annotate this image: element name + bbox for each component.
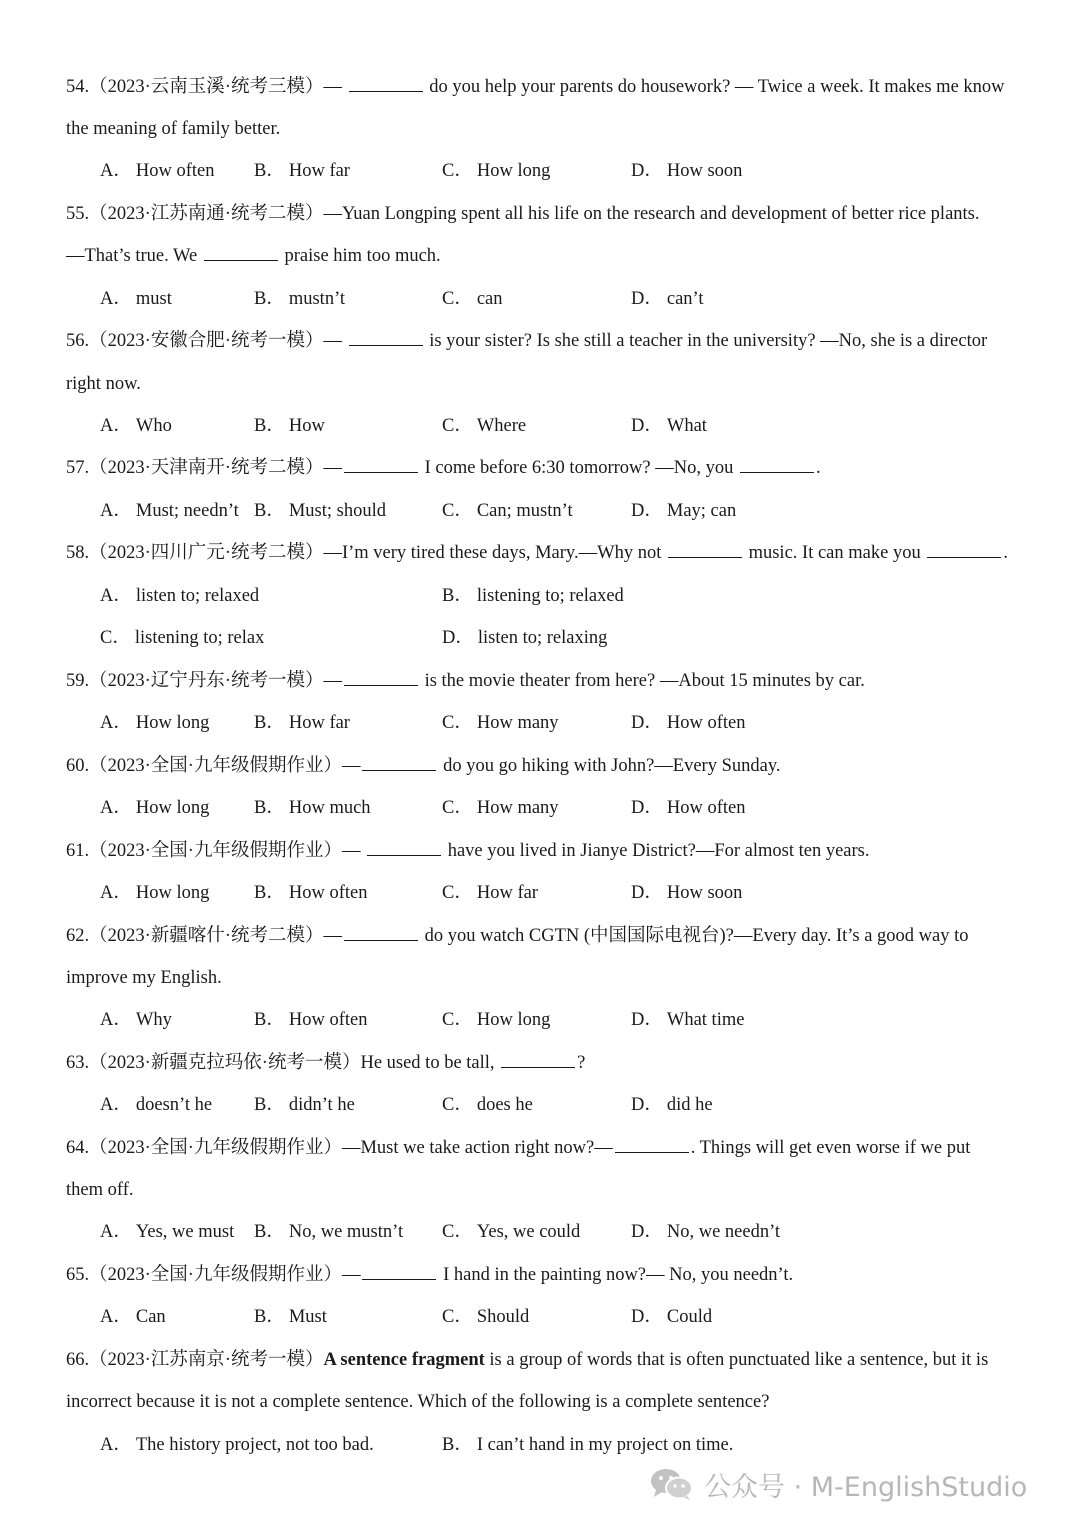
option-letter: D． <box>631 289 663 309</box>
question-number: 61. <box>66 841 90 861</box>
option-text: How often <box>135 161 215 181</box>
option-letter: D． <box>631 501 663 521</box>
question-source: （2023·全国·九年级假期作业） <box>89 756 342 776</box>
answer-option[interactable] <box>631 287 704 311</box>
answer-option[interactable] <box>442 1220 580 1244</box>
question-line <box>66 966 222 990</box>
question-source: （2023·江苏南京·统考一模） <box>89 1350 324 1370</box>
option-letter: A． <box>100 289 132 309</box>
answer-blank[interactable] <box>501 1051 575 1068</box>
option-letter: D． <box>442 628 474 648</box>
option-text: can <box>476 289 503 309</box>
answer-blank[interactable] <box>740 456 814 473</box>
option-letter: C． <box>100 628 131 648</box>
question-line <box>66 456 821 480</box>
answer-option[interactable] <box>100 1305 166 1329</box>
option-letter: C． <box>442 883 473 903</box>
option-letter: B． <box>254 1222 285 1242</box>
answer-blank[interactable] <box>344 669 418 686</box>
option-text: Could <box>666 1307 713 1327</box>
question-number: 63. <box>66 1053 90 1073</box>
option-letter: B． <box>254 501 285 521</box>
answer-option[interactable] <box>442 626 607 650</box>
question-line <box>66 541 1008 565</box>
question-text: — <box>323 77 347 97</box>
option-text: Can; mustn’t <box>476 501 573 521</box>
answer-blank[interactable] <box>204 244 278 261</box>
option-text: Must; needn’t <box>135 501 239 521</box>
answer-option[interactable] <box>254 711 350 735</box>
question-number: 56. <box>66 331 90 351</box>
option-text: No, we mustn’t <box>288 1222 404 1242</box>
option-text: How many <box>476 713 559 733</box>
answer-blank[interactable] <box>927 541 1001 558</box>
question-text: — <box>341 1265 361 1285</box>
option-letter: C． <box>442 1010 473 1030</box>
question-source: （2023·云南玉溪·统考三模） <box>89 77 324 97</box>
answer-option[interactable] <box>442 711 559 735</box>
question-source: （2023·辽宁丹东·统考一模） <box>89 671 324 691</box>
option-text: How often <box>288 1010 368 1030</box>
answer-option[interactable] <box>100 159 214 183</box>
option-letter: B． <box>254 883 285 903</box>
question-number: 58. <box>66 543 90 563</box>
answer-option[interactable] <box>442 1305 529 1329</box>
answer-blank[interactable] <box>362 1263 436 1280</box>
question-text: — <box>323 458 342 478</box>
question-text: I come before 6:30 tomorrow? —No, you <box>419 458 738 478</box>
question-text: the meaning of family better. <box>66 119 281 139</box>
question-text: . <box>815 458 821 478</box>
option-text: How often <box>666 798 746 818</box>
option-letter: C． <box>442 798 473 818</box>
question-text: is a group of words that is often punctuated like a sentence, but it is <box>484 1350 989 1370</box>
question-number: 54. <box>66 77 90 97</box>
option-text: How much <box>288 798 371 818</box>
answer-option[interactable] <box>442 414 526 438</box>
answer-option[interactable] <box>442 1433 733 1457</box>
option-letter: A． <box>100 883 132 903</box>
answer-option[interactable] <box>631 711 745 735</box>
option-text: Why <box>135 1010 172 1030</box>
answer-blank[interactable] <box>668 541 742 558</box>
option-letter: C． <box>442 1222 473 1242</box>
question-text: —Must we take action right now?— <box>341 1138 613 1158</box>
answer-blank[interactable] <box>362 754 436 771</box>
answer-option[interactable] <box>100 1433 374 1457</box>
option-letter: B． <box>254 1010 285 1030</box>
answer-option[interactable] <box>631 414 707 438</box>
answer-option[interactable] <box>100 1220 234 1244</box>
answer-option[interactable] <box>631 499 736 523</box>
option-letter: A． <box>100 1222 132 1242</box>
option-letter: B． <box>442 1435 473 1455</box>
answer-option[interactable] <box>100 1093 212 1117</box>
question-number: 66. <box>66 1350 90 1370</box>
option-text: The history project, not too bad. <box>135 1435 374 1455</box>
question-line <box>66 924 969 948</box>
question-text: —Yuan Longping spent all his life on the research and development of better rice plants. <box>323 204 980 224</box>
answer-option[interactable] <box>442 159 550 183</box>
option-letter: C． <box>442 1307 473 1327</box>
option-text: What <box>666 416 707 436</box>
option-letter: D． <box>631 883 663 903</box>
option-text: Who <box>135 416 172 436</box>
watermark-text: 公众号 · M-EnglishStudio <box>704 1471 1028 1503</box>
option-text: Where <box>476 416 527 436</box>
question-line <box>66 244 441 268</box>
question-line <box>66 372 141 396</box>
option-text: How far <box>288 161 350 181</box>
question-number: 65. <box>66 1265 90 1285</box>
answer-option[interactable] <box>100 626 264 650</box>
option-text: Must; should <box>288 501 386 521</box>
question-text: praise him too much. <box>279 246 441 266</box>
option-letter: D． <box>631 713 663 733</box>
question-text: — <box>323 331 347 351</box>
question-text: incorrect because it is not a complete sentence. Which of the following is a complete sentence? <box>66 1392 770 1412</box>
answer-option[interactable] <box>442 881 538 905</box>
option-letter: B． <box>254 416 285 436</box>
question-line <box>66 1136 970 1160</box>
option-letter: A． <box>100 1095 132 1115</box>
question-number: 59. <box>66 671 90 691</box>
option-text: May; can <box>666 501 737 521</box>
question-text: — <box>341 756 361 776</box>
answer-blank[interactable] <box>344 456 418 473</box>
answer-blank[interactable] <box>349 329 423 346</box>
option-letter: D． <box>631 161 663 181</box>
answer-option[interactable] <box>254 881 367 905</box>
question-text: have you lived in Jianye District?—For almost ten years. <box>443 841 870 861</box>
question-text: . Things will get even worse if we put <box>690 1138 971 1158</box>
option-letter: A． <box>100 161 132 181</box>
option-letter: C． <box>442 713 473 733</box>
option-letter: B． <box>442 586 473 606</box>
option-text: listening to; relaxed <box>476 586 624 606</box>
answer-option[interactable] <box>631 1093 713 1117</box>
question-text: right now. <box>66 374 141 394</box>
question-source: （2023·全国·九年级假期作业） <box>89 1138 342 1158</box>
question-text: — <box>323 926 342 946</box>
option-text: What time <box>666 1010 745 1030</box>
option-text: Yes, we must <box>135 1222 235 1242</box>
answer-option[interactable] <box>442 584 624 608</box>
answer-option[interactable] <box>100 414 172 438</box>
option-letter: A． <box>100 1435 132 1455</box>
option-text: How long <box>135 798 210 818</box>
answer-option[interactable] <box>100 711 209 735</box>
option-text: How soon <box>666 161 743 181</box>
option-text: can’t <box>666 289 704 309</box>
option-text: Must <box>288 1307 327 1327</box>
option-text: I can’t hand in my project on time. <box>476 1435 734 1455</box>
option-text: didn’t he <box>288 1095 355 1115</box>
answer-option[interactable] <box>100 796 209 820</box>
option-text: does he <box>476 1095 533 1115</box>
option-text: doesn’t he <box>135 1095 213 1115</box>
option-letter: B． <box>254 1307 285 1327</box>
option-letter: C． <box>442 501 473 521</box>
option-letter: D． <box>631 1222 663 1242</box>
option-text: How soon <box>666 883 743 903</box>
answer-option[interactable] <box>254 1220 403 1244</box>
answer-option[interactable] <box>631 1008 744 1032</box>
option-letter: A． <box>100 416 132 436</box>
question-line <box>66 669 865 693</box>
option-letter: B． <box>254 1095 285 1115</box>
question-text: — <box>341 841 366 861</box>
question-line <box>66 329 987 353</box>
option-text: Should <box>476 1307 530 1327</box>
option-letter: D． <box>631 416 663 436</box>
option-letter: D． <box>631 1010 663 1030</box>
answer-option[interactable] <box>442 1008 550 1032</box>
question-line <box>66 117 280 141</box>
question-source: （2023·安徽合肥·统考一模） <box>89 331 324 351</box>
question-number: 64. <box>66 1138 90 1158</box>
question-text: . <box>1003 543 1008 563</box>
question-line <box>66 1263 793 1287</box>
question-number: 62. <box>66 926 90 946</box>
option-text: mustn’t <box>288 289 346 309</box>
option-letter: C． <box>442 416 473 436</box>
option-letter: B． <box>254 289 285 309</box>
question-text: music. It can make you <box>743 543 926 563</box>
option-letter: C． <box>442 289 473 309</box>
answer-option[interactable] <box>631 159 742 183</box>
question-line <box>66 1390 769 1414</box>
question-number: 60. <box>66 756 90 776</box>
question-line <box>66 1348 988 1372</box>
option-letter: A． <box>100 798 132 818</box>
question-line <box>66 1051 585 1075</box>
question-text: improve my English. <box>66 968 222 988</box>
answer-option[interactable] <box>631 796 745 820</box>
answer-option[interactable] <box>100 499 239 523</box>
watermark <box>650 1460 1027 1508</box>
answer-option[interactable] <box>631 881 742 905</box>
question-source: （2023·新疆克拉玛依·统考一模） <box>89 1053 361 1073</box>
option-letter: C． <box>442 161 473 181</box>
option-letter: A． <box>100 1010 132 1030</box>
answer-option[interactable] <box>631 1305 712 1329</box>
option-letter: A． <box>100 501 132 521</box>
option-letter: C． <box>442 1095 473 1115</box>
option-text: How long <box>135 713 210 733</box>
answer-option[interactable] <box>254 287 345 311</box>
option-text: How long <box>135 883 210 903</box>
question-text: ? <box>577 1053 586 1073</box>
option-text: How <box>288 416 325 436</box>
option-text: Yes, we could <box>476 1222 581 1242</box>
answer-option[interactable] <box>254 414 325 438</box>
question-source: （2023·天津南开·统考二模） <box>89 458 324 478</box>
question-text: — <box>323 671 342 691</box>
option-text: How long <box>476 161 551 181</box>
question-text: do you help your parents do housework? — Twice a week. It makes me know <box>424 77 1005 97</box>
answer-option[interactable] <box>442 499 573 523</box>
question-line <box>66 75 1005 99</box>
question-number: 57. <box>66 458 90 478</box>
answer-option[interactable] <box>254 159 350 183</box>
answer-blank[interactable] <box>367 839 441 856</box>
option-text: How often <box>288 883 368 903</box>
answer-option[interactable] <box>442 796 559 820</box>
bold-term: A sentence fragment <box>323 1350 485 1370</box>
question-number: 55. <box>66 204 90 224</box>
question-text: I hand in the painting now?— No, you needn’t. <box>438 1265 794 1285</box>
option-text: How far <box>288 713 350 733</box>
answer-option[interactable] <box>254 1305 327 1329</box>
question-line <box>66 839 870 863</box>
option-letter: D． <box>631 798 663 818</box>
question-text: is the movie theater from here? —About 15 minutes by car. <box>419 671 865 691</box>
question-text: do you go hiking with John?—Every Sunday. <box>438 756 781 776</box>
answer-blank[interactable] <box>344 924 418 941</box>
option-letter: D． <box>631 1307 663 1327</box>
option-text: must <box>135 289 172 309</box>
question-source: （2023·江苏南通·统考二模） <box>89 204 324 224</box>
option-letter: A． <box>100 586 132 606</box>
question-line <box>66 202 980 226</box>
question-text: He used to be tall, <box>360 1053 500 1073</box>
answer-option[interactable] <box>100 1008 172 1032</box>
option-text: did he <box>666 1095 713 1115</box>
answer-option[interactable] <box>254 796 371 820</box>
option-text: How often <box>666 713 746 733</box>
answer-option[interactable] <box>254 1093 355 1117</box>
option-text: listen to; relaxing <box>477 628 608 648</box>
answer-blank[interactable] <box>349 75 423 92</box>
question-text: —I’m very tired these days, Mary.—Why not <box>323 543 666 563</box>
question-line <box>66 1178 133 1202</box>
option-text: How many <box>476 798 559 818</box>
option-text: Can <box>135 1307 166 1327</box>
answer-option[interactable] <box>100 287 172 311</box>
answer-option[interactable] <box>631 1220 780 1244</box>
wechat-icon <box>650 1467 694 1501</box>
answer-option[interactable] <box>254 499 386 523</box>
option-letter: B． <box>254 161 285 181</box>
option-letter: B． <box>254 713 285 733</box>
option-letter: A． <box>100 713 132 733</box>
option-text: How long <box>476 1010 551 1030</box>
answer-option[interactable] <box>442 287 503 311</box>
answer-option[interactable] <box>442 1093 533 1117</box>
option-text: listen to; relaxed <box>135 586 260 606</box>
question-text: —That’s true. We <box>66 246 202 266</box>
option-text: No, we needn’t <box>666 1222 781 1242</box>
question-line <box>66 754 781 778</box>
question-text: is your sister? Is she still a teacher in the university? —No, she is a director <box>424 331 988 351</box>
answer-option[interactable] <box>100 584 259 608</box>
option-text: How far <box>476 883 538 903</box>
option-letter: B． <box>254 798 285 818</box>
answer-option[interactable] <box>254 1008 367 1032</box>
question-source: （2023·全国·九年级假期作业） <box>89 841 342 861</box>
option-letter: A． <box>100 1307 132 1327</box>
question-text: do you watch CGTN (中国国际电视台)?—Every day. It’s a good way to <box>419 926 969 946</box>
question-text: them off. <box>66 1180 134 1200</box>
question-source: （2023·全国·九年级假期作业） <box>89 1265 342 1285</box>
option-letter: D． <box>631 1095 663 1115</box>
answer-option[interactable] <box>100 881 209 905</box>
answer-blank[interactable] <box>615 1136 689 1153</box>
question-source: （2023·新疆喀什·统考二模） <box>89 926 324 946</box>
question-source: （2023·四川广元·统考二模） <box>89 543 324 563</box>
option-text: listening to; relax <box>134 628 265 648</box>
